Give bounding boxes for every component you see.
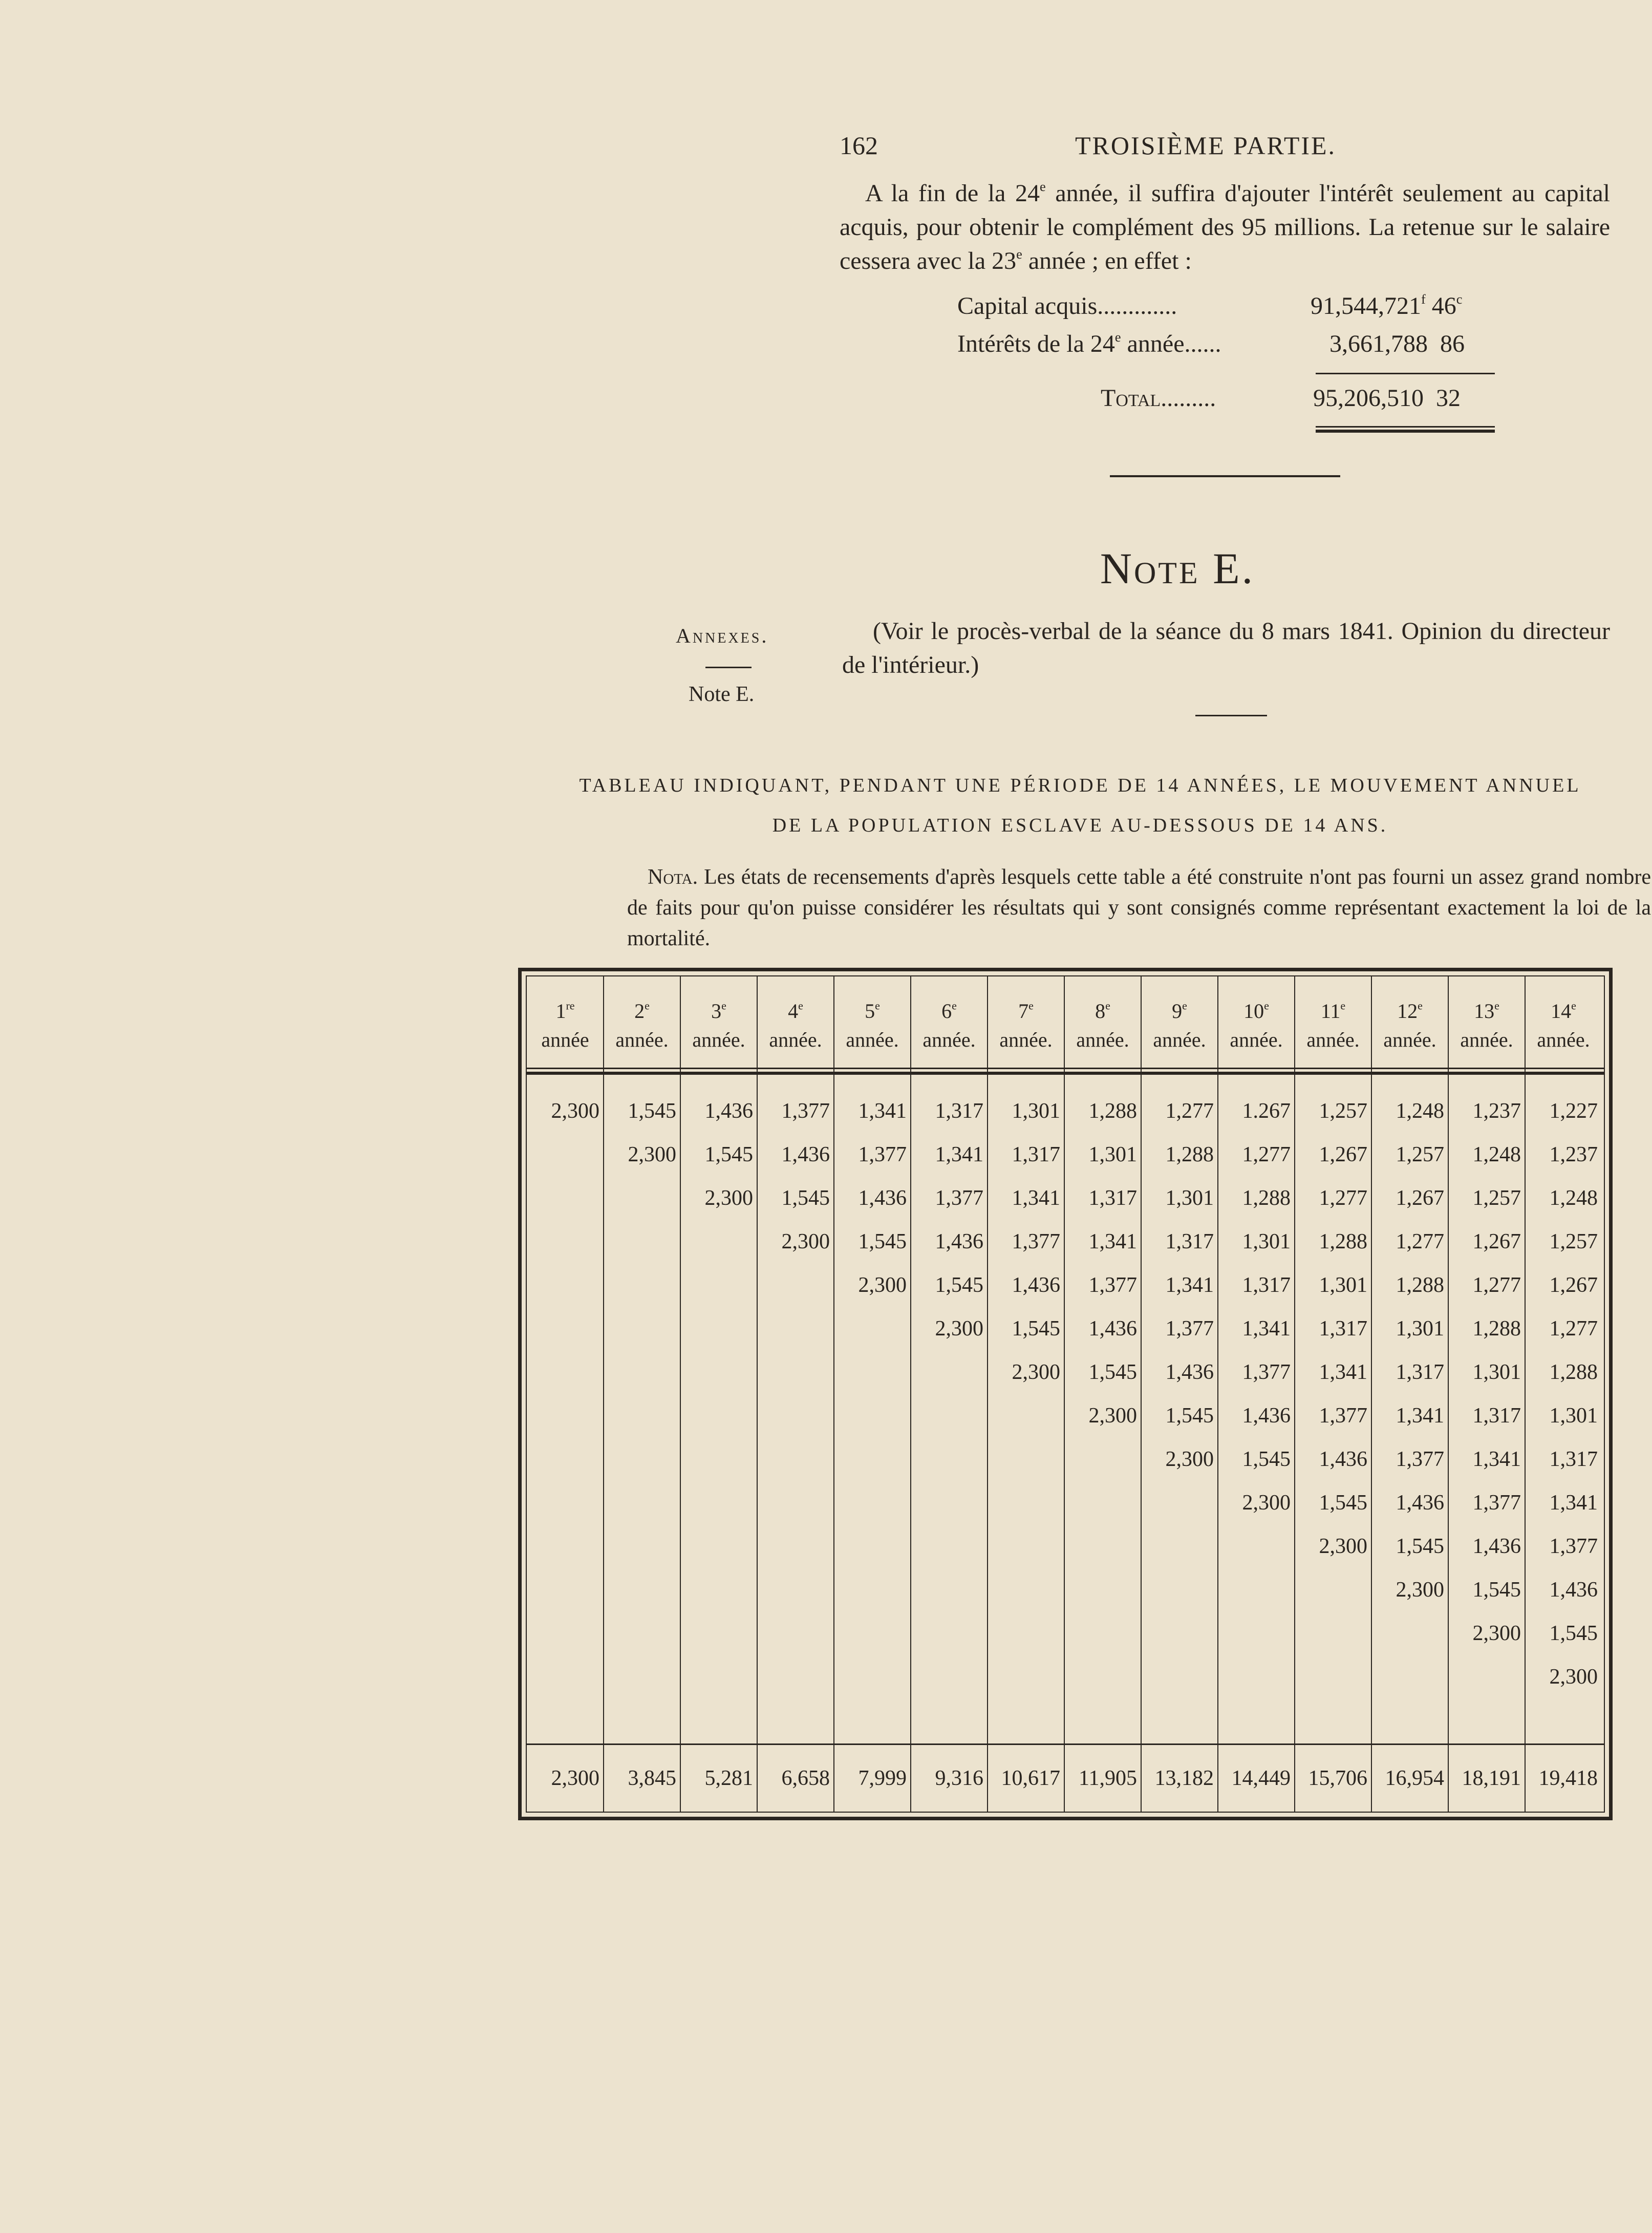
totals-rule [527,1743,1604,1745]
table-cell: 2,300 [1242,1491,1291,1515]
paragraph-text: A la fin de la 24 [865,180,1040,207]
table-cell: 1,317 [1472,1404,1521,1428]
table-cell: 1,341 [1088,1230,1137,1253]
total-cell: 13,182 [1154,1767,1214,1790]
column-header: 7e année. [999,999,1053,1051]
table-cell: 1,377 [1549,1535,1598,1558]
table-cell: 2,300 [1012,1360,1060,1384]
table-cell: 2,300 [1396,1578,1444,1602]
table-cell: 2,300 [935,1317,983,1341]
table-cell: 1,545 [1472,1578,1521,1602]
table-cell: 1,277 [1472,1273,1521,1297]
table-cell: 1,436 [704,1099,753,1123]
sum-rule [1316,373,1495,374]
margin-note: Note E. [689,683,755,706]
table-cell: 1,545 [628,1099,676,1123]
table-cell: 1,545 [935,1273,983,1297]
table-cell: 1,436 [1012,1273,1060,1297]
table-cell: 1,301 [1088,1143,1137,1166]
table-cell: 1,267 [1472,1230,1521,1253]
table-cell: 1,341 [1472,1448,1521,1471]
interest-value: 3,661,788 86 [1329,330,1465,357]
ordinal-suffix: e [1040,179,1046,195]
table-cell: 1,237 [1549,1143,1598,1166]
total-cell: 18,191 [1462,1767,1521,1790]
table-cell: 1,301 [1012,1099,1060,1123]
table-cell: 1,301 [1242,1230,1291,1253]
table-cell: 1,277 [1396,1230,1444,1253]
table-cell: 1,436 [858,1186,907,1210]
table-cell: 1,377 [1165,1317,1214,1341]
total-label: Total......... [1101,385,1216,412]
header-rule-thick [527,1072,1604,1075]
section-divider [1110,475,1340,477]
table-cell: 1,317 [1165,1230,1214,1253]
column-header: 10e année. [1230,999,1283,1051]
table-cell: 1,301 [1165,1186,1214,1210]
table-cell: 1,317 [1396,1360,1444,1384]
table-title-line2: DE LA POPULATION ESCLAVE AU-DESSOUS DE 14 ANS. [772,815,1388,836]
table-cell: 1,436 [1472,1535,1521,1558]
table-cell: 1,377 [935,1186,983,1210]
table-cell: 1,248 [1472,1143,1521,1166]
table-cell: 1,545 [1549,1622,1598,1645]
column-header: 12e année. [1383,999,1436,1051]
margin-annexes: Annexes. [676,624,769,647]
table-cell: 1,377 [1396,1448,1444,1471]
table-cell: 1,301 [1396,1317,1444,1341]
table-cell: 1,277 [1319,1186,1367,1210]
table-cell: 1,288 [1242,1186,1291,1210]
column-header: 11e année. [1306,999,1360,1051]
table-cell: 1,267 [1396,1186,1444,1210]
paragraph-text: année, il suffira d'ajouter l'intérêt seulement au capital acquis, pour obtenir le complément des 95 millions. La retenue sur le salaire cessera avec la 23 [840,180,1610,274]
table-cell: 1,341 [858,1099,907,1123]
table-cell: 1,545 [1012,1317,1060,1341]
nota-text: Les états de recensements d'après lesquels cette table a été construite n'ont pas fourni un assez grand nombre de faits pour qu'on puisse considérer les résultats qui y sont consignés comme représentant exactement la loi de la mortalité. [627,865,1651,950]
table-cell: 1,248 [1396,1099,1444,1123]
table-cell: 1,341 [935,1143,983,1166]
table-cell: 1,227 [1549,1099,1598,1123]
table-cell: 1,288 [1319,1230,1367,1253]
table-title-line1: TABLEAU INDIQUANT, PENDANT UNE PÉRIODE DE 14 ANNÉES, LE MOUVEMENT ANNUEL [579,775,1581,796]
column-header: 6e année. [922,999,976,1051]
table-cell: 1,436 [1549,1578,1598,1602]
part-title: TROISIÈME PARTIE. [1075,131,1337,160]
total-cell: 10,617 [1001,1767,1060,1790]
table-cell: 1,301 [1472,1360,1521,1384]
nota-paragraph [627,862,1651,954]
column-header: 1re année [541,999,589,1051]
table-cell: 1,317 [1088,1186,1137,1210]
table-cell: 1,377 [1088,1273,1137,1297]
table-cell: 1,317 [1319,1317,1367,1341]
ordinal-suffix: e [1016,246,1022,262]
table-cell: 1,341 [1396,1404,1444,1428]
table-cell: 1,288 [1396,1273,1444,1297]
column-header: 3e année. [692,999,745,1051]
short-divider [1195,715,1267,716]
mortality-table [518,968,1613,1820]
table-cell: 1,377 [1319,1404,1367,1428]
total-cell: 6,658 [781,1767,830,1790]
table-cell: 1,436 [1088,1317,1137,1341]
table-cell: 1,257 [1396,1143,1444,1166]
table-cell: 1,267 [1549,1273,1598,1297]
total-cell: 9,316 [935,1767,983,1790]
table-cell: 2,300 [858,1273,907,1297]
column-header: 14e année. [1537,999,1590,1051]
column-header: 13e année. [1460,999,1513,1051]
table-cell: 1,288 [1165,1143,1214,1166]
table-cell: 1,288 [1472,1317,1521,1341]
table-cell: 1,317 [1549,1448,1598,1471]
total-cell: 15,706 [1308,1767,1367,1790]
total-rule-thin [1316,426,1495,428]
table-cell: 2,300 [781,1230,830,1253]
page-number: 162 [840,131,878,160]
table-cell: 1,341 [1242,1317,1291,1341]
table-cell: 1,436 [1242,1404,1291,1428]
table-cell: 1,277 [1549,1317,1598,1341]
table-cell: 1,288 [1088,1099,1137,1123]
column-header: 9e année. [1153,999,1206,1051]
table-cell: 1,545 [1396,1535,1444,1558]
total-cell: 16,954 [1385,1767,1444,1790]
total-cell: 11,905 [1079,1767,1137,1790]
table-cell: 1,257 [1549,1230,1598,1253]
table-cell: 1,436 [1319,1448,1367,1471]
table-cell: 1,237 [1472,1099,1521,1123]
table-cell: 1,545 [1088,1360,1137,1384]
table-cell: 1,317 [935,1099,983,1123]
table-cell: 1,545 [704,1143,753,1166]
note-reference: (Voir le procès-verbal de la séance du 8 mars 1841. Opinion du directeur de l'intérieur.) [842,618,1610,678]
calculation-block [0,0,1652,461]
column-header: 5e année. [846,999,899,1051]
paragraph-text: année ; en effet : [1022,247,1192,274]
table-cell: 1,341 [1165,1273,1214,1297]
capital-label: Capital acquis............. [957,292,1177,320]
table-cell: 1,545 [1242,1448,1291,1471]
table-cell: 1,317 [1012,1143,1060,1166]
header-rule [527,1068,1604,1069]
table-cell: 2,300 [1549,1665,1598,1689]
table-cell: 2,300 [1165,1448,1214,1471]
table-cell: 1,436 [1396,1491,1444,1515]
table-cell: 1,301 [1549,1404,1598,1428]
table-cell: 2,300 [1088,1404,1137,1428]
table-cell: 2,300 [551,1099,599,1123]
capital-value: 91,544,721$^f$ 46$^c$ [1311,291,1463,320]
table-cell: 1,257 [1472,1186,1521,1210]
table-cell: 1,377 [1472,1491,1521,1515]
table-cell: 1,377 [1242,1360,1291,1384]
table-cell: 1.267 [1242,1099,1291,1123]
table-cell: 1,436 [1165,1360,1214,1384]
total-value: 95,206,510 32 [1313,385,1461,412]
nota-label: Nota. [648,865,698,889]
table-cell: 2,300 [1472,1622,1521,1645]
table-cell: 1,436 [935,1230,983,1253]
margin-rule [705,667,752,668]
table-cell: 1,301 [1319,1273,1367,1297]
table-cell: 1,341 [1012,1186,1060,1210]
column-header: 4e année. [769,999,822,1051]
table-cell: 1,377 [781,1099,830,1123]
total-cell: 7,999 [858,1767,907,1790]
table-cell: 1,277 [1242,1143,1291,1166]
total-cell: 19,418 [1538,1767,1598,1790]
total-cell: 5,281 [704,1767,753,1790]
note-title: Note E. [1100,544,1255,593]
table-cell: 1,545 [781,1186,830,1210]
total-cell: 3,845 [628,1767,676,1790]
interest-label: Intérêts de la 24e année...... [957,329,1221,357]
table-cell: 1,341 [1319,1360,1367,1384]
total-rule-thick [1316,430,1495,433]
table-cell: 1,248 [1549,1186,1598,1210]
column-header: 2e année. [615,999,669,1051]
table-cell: 1,545 [1165,1404,1214,1428]
table-cell: 1,545 [1319,1491,1367,1515]
total-cell: 2,300 [551,1767,599,1790]
table-cell: 1,377 [858,1143,907,1166]
total-cell: 14,449 [1231,1767,1291,1790]
column-header: 8e année. [1076,999,1129,1051]
table-grid [526,975,1605,1813]
table-cell: 1,317 [1242,1273,1291,1297]
table-cell: 1,267 [1319,1143,1367,1166]
table-cell: 1,257 [1319,1099,1367,1123]
table-cell: 1,377 [1012,1230,1060,1253]
table-cell: 2,300 [704,1186,753,1210]
table-cell: 1,288 [1549,1360,1598,1384]
table-cell: 1,277 [1165,1099,1214,1123]
table-cell: 1,341 [1549,1491,1598,1515]
table-cell: 2,300 [1319,1535,1367,1558]
table-cell: 1,436 [781,1143,830,1166]
table-cell: 1,545 [858,1230,907,1253]
table-cell: 2,300 [628,1143,676,1166]
